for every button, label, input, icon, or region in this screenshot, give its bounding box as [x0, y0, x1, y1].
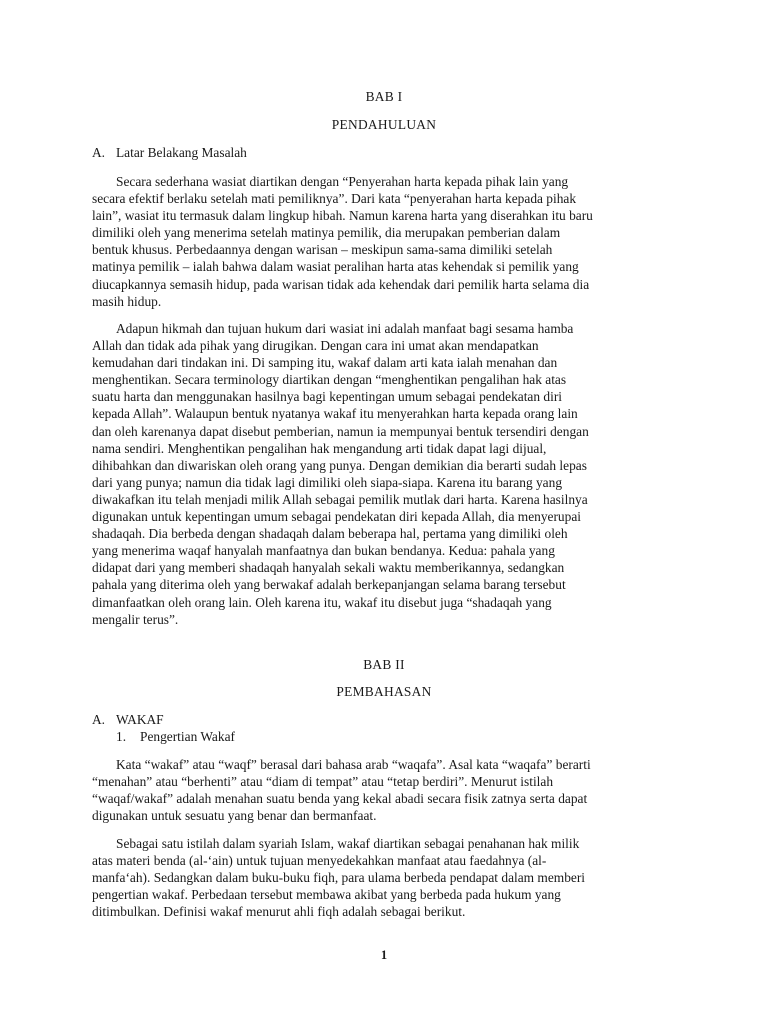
paragraph-line: masih hidup. [92, 293, 162, 309]
paragraph-line: diwakafkan itu telah menjadi milik Allah sebagai pemilik mutlak dari harta. Karena hasilnya [92, 491, 588, 507]
paragraph [92, 835, 676, 920]
chapter-subtitle: PEMBAHASAN [336, 684, 432, 699]
paragraph-line: Allah dan tidak ada pihak yang dirugikan. Dengan cara ini umat akan mendapatkan [92, 338, 539, 354]
section-heading [92, 711, 164, 728]
paragraph-line: atas materi benda (al-‘ain) untuk tujuan menyedekahkan manfaat atau faedahnya (al- [92, 853, 547, 869]
paragraph-line: lain”, wasiat itu termasuk dalam lingkup hibah. Namun karena harta yang diserahkan itu baru [92, 208, 593, 224]
paragraph-line: nama sendiri. Menghentikan pengalihan hak mengandung arti tidak dapat lagi dijual, [92, 440, 547, 456]
paragraph-line: yang menerima waqaf hanyalah manfaatnya dan bukan bendanya. Kedua: pahala yang [92, 543, 555, 559]
section-marker: A. [92, 712, 106, 727]
section-marker: A. [92, 145, 106, 160]
paragraph-line: pengertian wakaf. Perbedaan tersebut membawa akibat yang berbeda pada hukum yang [92, 887, 561, 903]
paragraph-line: dari yang punya; namun dia tidak lagi dimiliki oleh siapa-siapa. Karena itu barang yang [92, 474, 563, 490]
section-label: Latar Belakang Masalah [116, 145, 247, 160]
paragraph-line: ditimbulkan. Definisi wakaf menurut ahli fiqh adalah sebagai berikut. [92, 904, 466, 920]
chapter-title: BAB I [365, 89, 403, 104]
paragraph-line: secara efektif berlaku setelah mati pemiliknya”. Dari kata “penyerahan harta kepada pihak [92, 191, 577, 207]
paragraph-line: kepada Allah”. Walaupun bentuk nyatanya wakaf itu menyerahkan harta kepada orang lain [92, 406, 578, 422]
paragraph-line: diucapkannya semasih hidup, pada warisan tidak ada kehendak dari pemilik harta selama dia [92, 276, 590, 292]
paragraph-line: “menahan” atau “berhenti” atau “diam di tempat” atau “tetap berdiri”. Menurut istilah [92, 774, 554, 790]
paragraph [92, 173, 676, 310]
paragraph-line: shadaqah. Dia berbeda dengan shadaqah dalam beberapa hal, pertama yang dimiliki oleh [92, 526, 568, 542]
chapter-subtitle: PENDAHULUAN [331, 117, 437, 132]
paragraph [92, 320, 676, 628]
paragraph-line: dan oleh karenanya dapat disebut pemberian, namun ia mempunyai bentuk tersendiri dengan [92, 423, 589, 439]
paragraph-line: Kata “wakaf” atau “waqf” berasal dari bahasa arab “waqafa”. Asal kata “waqafa” berarti [116, 757, 591, 772]
subsection-heading [116, 728, 235, 745]
paragraph-line: dimanfaatkan oleh orang lain. Oleh karena itu, wakaf itu disebut juga “shadaqah yang [92, 594, 552, 610]
page-number: 1 [380, 948, 388, 962]
paragraph-line: bentuk khusus. Perbedaannya dengan warisan – meskipun sama-sama dimiliki setelah [92, 242, 553, 258]
paragraph-line: “waqaf/wakaf” adalah menahan suatu benda yang kekal abadi secara fisik zatnya serta dapat [92, 791, 588, 807]
paragraph-line: menghentikan. Secara terminology diartikan dengan “menghentikan pengalihan hak atas [92, 372, 567, 388]
paragraph-line: digunakan untuk kepentingan umum sebagai pendekatan diri kepada Allah, dia menyerupai [92, 509, 581, 525]
paragraph-line: Secara sederhana wasiat diartikan dengan “Penyerahan harta kepada pihak lain yang [116, 174, 569, 189]
paragraph-line: Sebagai satu istilah dalam syariah Islam, wakaf diartikan sebagai penahanan hak milik [116, 836, 580, 851]
subsection-label: Pengertian Wakaf [140, 729, 235, 744]
section-heading [92, 144, 247, 161]
paragraph-line: digunakan untuk sesuatu yang benar dan bermanfaat. [92, 808, 377, 824]
paragraph-line: didapat dari yang memberi shadaqah hanyalah sekali waktu memberikannya, sedangkan [92, 560, 565, 576]
paragraph-line: dihibahkan dan diwariskan oleh orang yang punya. Dengan demikian dia berarti sudah lepas [92, 457, 587, 473]
paragraph-line: pahala yang diterima oleh yang berwakaf adalah berkepanjangan selama barang tersebut [92, 577, 566, 593]
chapter-title: BAB II [363, 657, 405, 672]
paragraph-line: dimiliki oleh yang menerima setelah matinya pemilik, dia merupakan pemberian dalam [92, 225, 561, 241]
subsection-marker: 1. [116, 729, 127, 744]
paragraph-line: matinya pemilik – ialah bahwa dalam wasiat peralihan harta atas kehendak si pemilik yang [92, 259, 579, 275]
paragraph-line: mengalir terus”. [92, 611, 179, 627]
paragraph-line: kemudahan dari tindakan ini. Di samping itu, wakaf dalam arti kata ialah menahan dan [92, 355, 558, 371]
section-label: WAKAF [116, 712, 164, 727]
paragraph-line: Adapun hikmah dan tujuan hukum dari wasiat ini adalah manfaat bagi sesama hamba [116, 321, 574, 336]
paragraph-line: suatu harta dan menggunakan hasilnya bagi kepentingan umum sebagai pendekatan diri [92, 389, 563, 405]
paragraph [92, 756, 676, 824]
paragraph-line: manfa‘ah). Sedangkan dalam buku-buku fiqh, para ulama berbeda pendapat dalam memberi [92, 870, 586, 886]
